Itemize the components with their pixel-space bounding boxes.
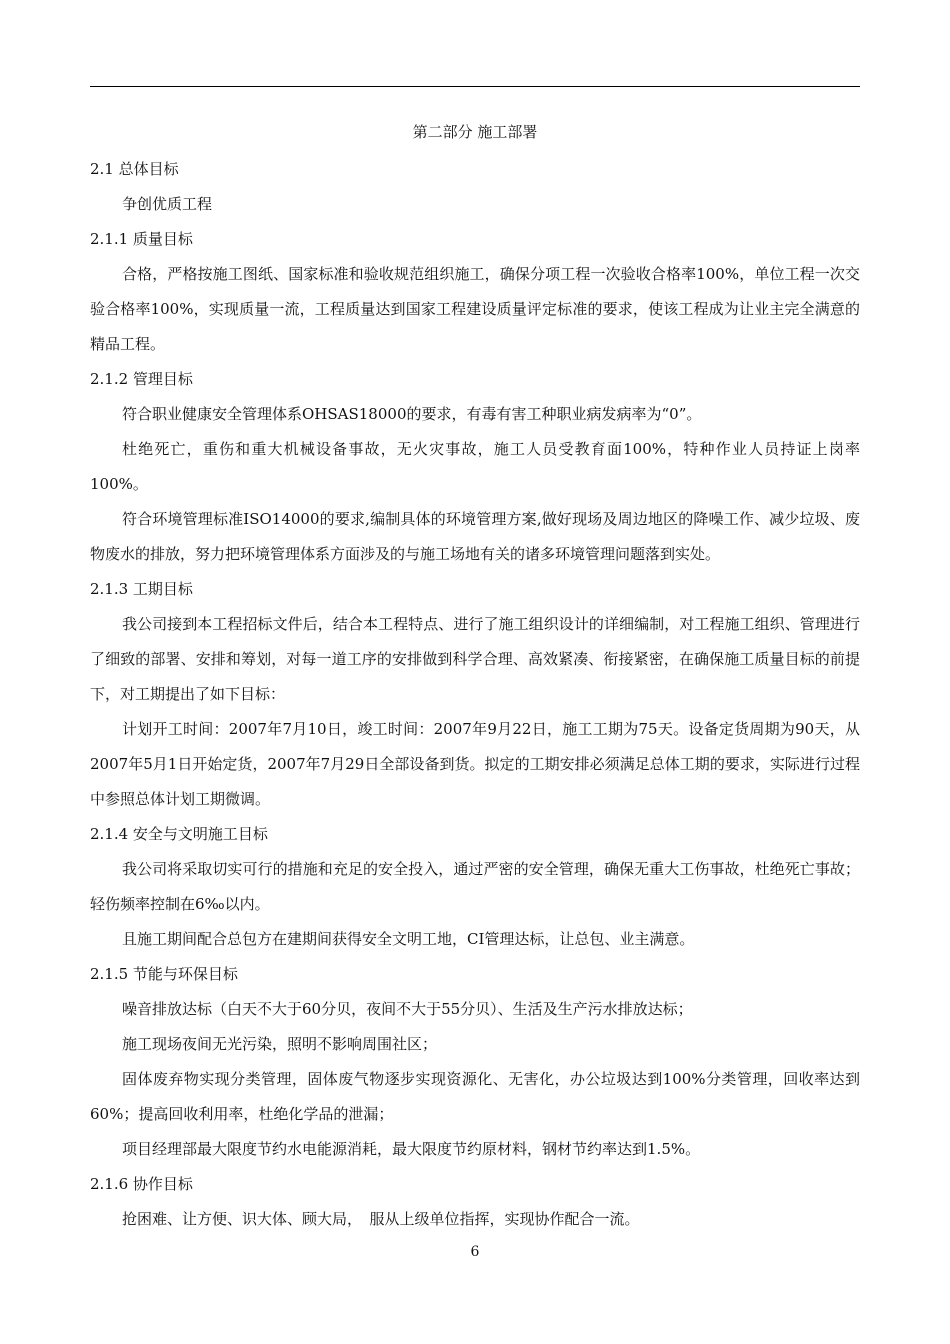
section-heading: 2.1.1 质量目标 [90,230,193,248]
page-number: 6 [470,1244,480,1260]
section-heading: 2.1.4 安全与文明施工目标 [90,825,268,843]
body-paragraph: 我公司将采取切实可行的措施和充足的安全投入，通过严密的安全管理，确保无重大工伤事故，杜绝死亡事故；轻伤频率控制在6‰以内。 [90,860,860,913]
section-heading: 2.1 总体目标 [90,160,179,178]
body-paragraph: 我公司接到本工程招标文件后，结合本工程特点、进行了施工组织设计的详细编制，对工程施工组织、管理进行了细致的部署、安排和筹划，对每一道工序的安排做到科学合理、高效紧凑、衔接紧密，在确保施工质量目标的前提下，对工期提出了如下目标： [90,615,860,703]
body-paragraph: 且施工期间配合总包方在建期间获得安全文明工地，CI管理达标，让总包、业主满意。 [122,930,695,948]
body-paragraph: 噪音排放达标（白天不大于60分贝，夜间不大于55分贝）、生活及生产污水排放达标； [122,1000,693,1018]
body-paragraph: 杜绝死亡，重伤和重大机械设备事故，无火灾事故，施工人员受教育面100%，特种作业人员持证上岗率100%。 [90,440,860,493]
body-paragraph: 固体废弃物实现分类管理，固体废气物逐步实现资源化、无害化，办公垃圾达到100%分类管理，回收率达到60%；提高回收利用率，杜绝化学品的泄漏； [90,1070,860,1123]
header-rule [90,86,860,87]
body-paragraph: 计划开工时间：2007年7月10日，竣工时间：2007年9月22日，施工工期为75天。设备定货周期为90天，从2007年5月1日开始定货，2007年7月29日全部设备到货。拟定的工期安排必须满足总体工期的要求，实际进行过程中参照总体计划工期微调。 [90,720,860,808]
document-body [90,112,860,1237]
body-paragraph: 抢困难、让方便、识大体、顾大局， 服从上级单位指挥，实现协作配合一流。 [122,1210,640,1228]
body-paragraph: 合格，严格按施工图纸、国家标准和验收规范组织施工，确保分项工程一次验收合格率100%，单位工程一次交验合格率100%，实现质量一流，工程质量达到国家工程建设质量评定标准的要求，使该工程成为让业主完全满意的精品工程。 [90,265,860,353]
section-heading: 2.1.5 节能与环保目标 [90,965,238,983]
body-paragraph: 符合环境管理标准ISO14000的要求,编制具体的环境管理方案,做好现场及周边地区的降噪工作、减少垃圾、废物废水的排放，努力把环境管理体系方面涉及的与施工场地有关的诸多环境管理问题落到实处。 [90,510,860,563]
section-heading: 2.1.2 管理目标 [90,370,193,388]
body-paragraph: 施工现场夜间无光污染，照明不影响周围社区； [122,1035,438,1053]
document-blocks [90,152,860,1237]
body-paragraph: 争创优质工程 [122,195,213,213]
section-heading: 2.1.3 工期目标 [90,580,193,598]
body-paragraph: 符合职业健康安全管理体系OHSAS18000的要求，有毒有害工种职业病发病率为“0”。 [122,405,702,423]
section-title: 第二部分 施工部署 [412,123,538,141]
section-heading: 2.1.6 协作目标 [90,1175,193,1193]
body-paragraph: 项目经理部最大限度节约水电能源消耗，最大限度节约原材料，钢材节约率达到1.5%。 [122,1140,701,1158]
